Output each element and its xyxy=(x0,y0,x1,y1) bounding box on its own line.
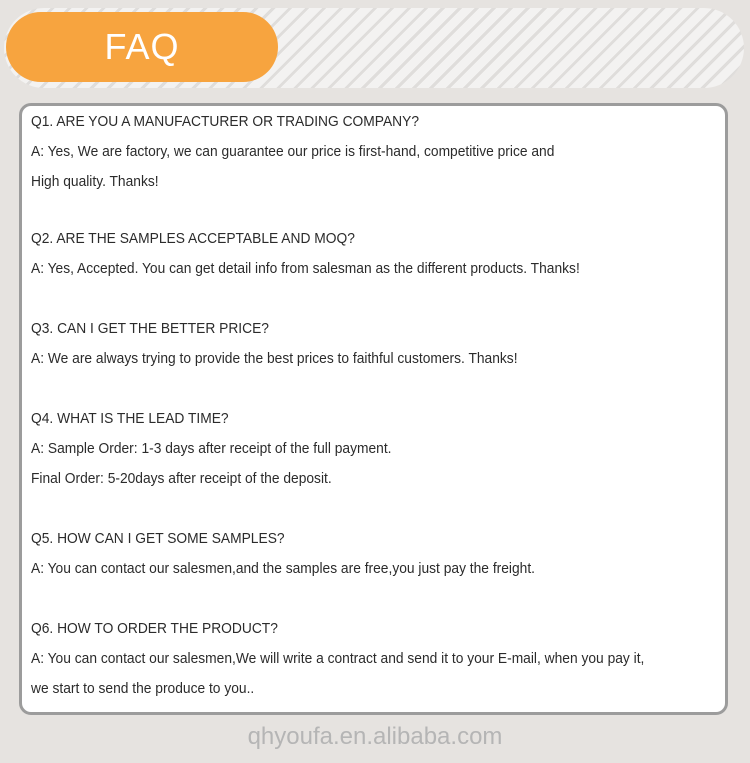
faq-question: Q5. HOW CAN I GET SOME SAMPLES? xyxy=(31,530,285,547)
faq-question: Q2. ARE THE SAMPLES ACCEPTABLE AND MOQ? xyxy=(31,230,355,247)
faq-answer-line: A: Sample Order: 1-3 days after receipt of the full payment. xyxy=(31,440,392,457)
faq-answer-line: A: You can contact our salesmen,and the samples are free,you just pay the freight. xyxy=(31,560,536,577)
faq-card xyxy=(19,103,728,715)
faq-item-4 xyxy=(31,404,666,494)
footer-watermark: qhyoufa.en.alibaba.com xyxy=(247,723,503,750)
faq-item-2 xyxy=(31,224,666,284)
faq-answer-line: A: We are always trying to provide the best prices to faithful customers. Thanks! xyxy=(31,350,518,367)
faq-answer-line: Final Order: 5-20days after receipt of the deposit. xyxy=(31,470,332,487)
faq-question: Q1. ARE YOU A MANUFACTURER OR TRADING COMPANY? xyxy=(31,113,420,130)
faq-item-3 xyxy=(31,314,666,374)
faq-question: Q6. HOW TO ORDER THE PRODUCT? xyxy=(31,620,278,637)
faq-answer xyxy=(31,554,666,584)
faq-answer-line: A: You can contact our salesmen,We will write a contract and send it to your E-mail, when you pay it, xyxy=(31,650,645,667)
faq-item-6 xyxy=(31,614,666,704)
faq-question: Q3. CAN I GET THE BETTER PRICE? xyxy=(31,320,269,337)
faq-answer xyxy=(31,137,666,197)
faq-answer-line: A: Yes, Accepted. You can get detail info from salesman as the different products. Thanks! xyxy=(31,260,580,277)
faq-answer xyxy=(31,644,666,704)
faq-answer-line: A: Yes, We are factory, we can guarantee our price is first-hand, competitive price and xyxy=(31,143,555,160)
faq-question: Q4. WHAT IS THE LEAD TIME? xyxy=(31,410,229,427)
faq-item-5 xyxy=(31,524,666,584)
faq-answer xyxy=(31,434,666,494)
faq-item-1 xyxy=(31,107,666,197)
faq-answer xyxy=(31,344,666,374)
faq-answer xyxy=(31,254,666,284)
faq-title: FAQ xyxy=(6,12,278,82)
faq-answer-line: we start to send the produce to you.. xyxy=(31,680,255,697)
faq-answer-line: High quality. Thanks! xyxy=(31,173,159,190)
